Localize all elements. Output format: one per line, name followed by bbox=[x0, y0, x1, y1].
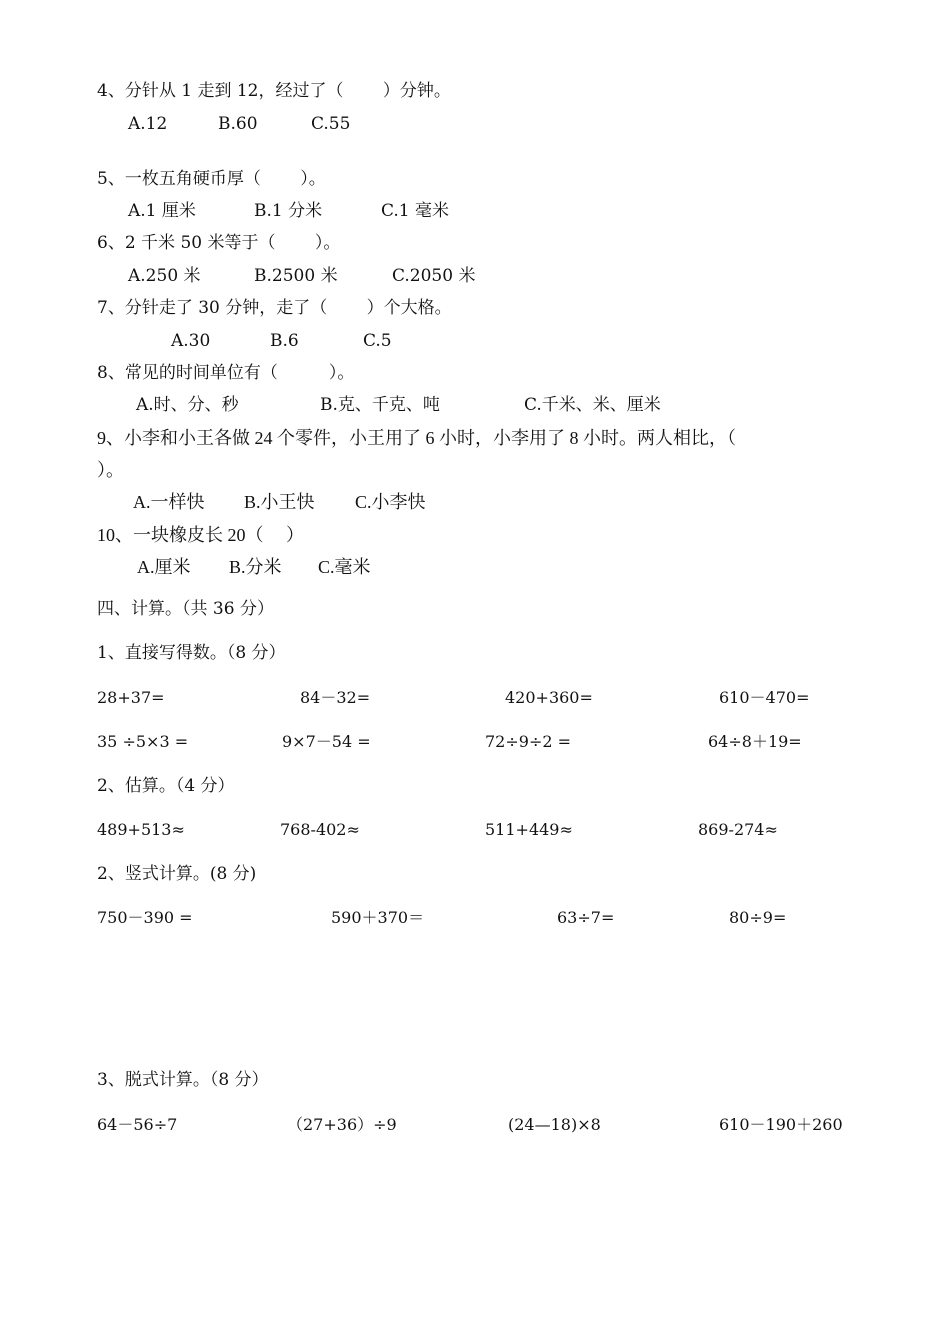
step-calc-item: 64－56÷7 bbox=[97, 1115, 178, 1134]
estimate-item: 768-402≈ bbox=[280, 820, 360, 839]
mental-math-item: 72÷9÷2 = bbox=[485, 732, 572, 751]
question-7-stem: 7、分针走了 30 分钟，走了（ ）个大格。 bbox=[97, 298, 452, 318]
vertical-calc-item: 80÷9= bbox=[729, 908, 787, 927]
question-8-stem: 8、常见的时间单位有（ ）。 bbox=[97, 363, 355, 383]
mental-math-item: 610－470= bbox=[719, 688, 810, 707]
question-8-option-a: A.时、分、秒 bbox=[136, 395, 239, 415]
question-6-option-c: C.2050 米 bbox=[392, 266, 476, 286]
question-8-option-c: C.千米、米、厘米 bbox=[524, 395, 661, 415]
question-9-option-b: B.小王快 bbox=[244, 492, 315, 512]
part-4-title: 3、脱式计算。（8 分） bbox=[97, 1070, 269, 1090]
question-5-stem: 5、一枚五角硬币厚（ ）。 bbox=[97, 169, 326, 189]
question-10-option-b: B.分米 bbox=[229, 557, 282, 577]
mental-math-item: 28+37= bbox=[97, 688, 165, 707]
question-10-option-a: A.厘米 bbox=[137, 557, 191, 577]
mental-math-item: 84－32= bbox=[300, 688, 371, 707]
section-4-title: 四、计算。（共 36 分） bbox=[97, 599, 274, 619]
question-5-option-a: A.1 厘米 bbox=[128, 201, 196, 221]
part-1-title: 1、直接写得数。（8 分） bbox=[97, 643, 286, 663]
question-5-option-c: C.1 毫米 bbox=[381, 201, 450, 221]
mental-math-item: 9×7－54 = bbox=[282, 732, 371, 751]
part-2-title: 2、估算。（4 分） bbox=[97, 776, 235, 796]
question-7-option-b: B.6 bbox=[270, 331, 299, 351]
question-9-stem-line2: ）。 bbox=[97, 460, 124, 480]
step-calc-item: 610－190＋260 bbox=[719, 1115, 843, 1134]
mental-math-item: 64÷8＋19= bbox=[708, 732, 802, 751]
question-4-option-b: B.60 bbox=[218, 114, 258, 134]
vertical-calc-item: 750－390 = bbox=[97, 908, 193, 927]
question-4-stem: 4、分针从 1 走到 12，经过了（ ）分钟。 bbox=[97, 81, 451, 101]
question-9-option-c: C.小李快 bbox=[355, 492, 426, 512]
vertical-calc-item: 63÷7= bbox=[557, 908, 615, 927]
question-4-option-a: A.12 bbox=[128, 114, 168, 134]
question-8-option-b: B.克、千克、吨 bbox=[320, 395, 440, 415]
step-calc-item: （27+36）÷9 bbox=[287, 1115, 397, 1134]
part-3-title: 2、竖式计算。(8 分) bbox=[97, 864, 257, 884]
question-6-stem: 6、2 千米 50 米等于（ ）。 bbox=[97, 233, 341, 253]
question-7-option-c: C.5 bbox=[363, 331, 392, 351]
question-5-option-b: B.1 分米 bbox=[254, 201, 323, 221]
question-4-option-c: C.55 bbox=[311, 114, 351, 134]
question-10-option-c: C.毫米 bbox=[318, 557, 371, 577]
estimate-item: 489+513≈ bbox=[97, 820, 185, 839]
question-6-option-a: A.250 米 bbox=[128, 266, 201, 286]
question-7-option-a: A.30 bbox=[171, 331, 211, 351]
question-10-stem: 10、一块橡皮长 20（ ） bbox=[97, 525, 304, 545]
question-6-option-b: B.2500 米 bbox=[254, 266, 338, 286]
mental-math-item: 35 ÷5×3 = bbox=[97, 732, 189, 751]
estimate-item: 511+449≈ bbox=[485, 820, 573, 839]
question-9-option-a: A.一样快 bbox=[133, 492, 205, 512]
estimate-item: 869-274≈ bbox=[698, 820, 778, 839]
vertical-calc-item: 590＋370＝ bbox=[331, 908, 425, 927]
step-calc-item: (24—18)×8 bbox=[508, 1115, 601, 1134]
question-9-stem-line1: 9、小李和小王各做 24 个零件，小王用了 6 小时，小李用了 8 小时。两人相比，（ bbox=[97, 428, 736, 448]
mental-math-item: 420+360= bbox=[505, 688, 593, 707]
